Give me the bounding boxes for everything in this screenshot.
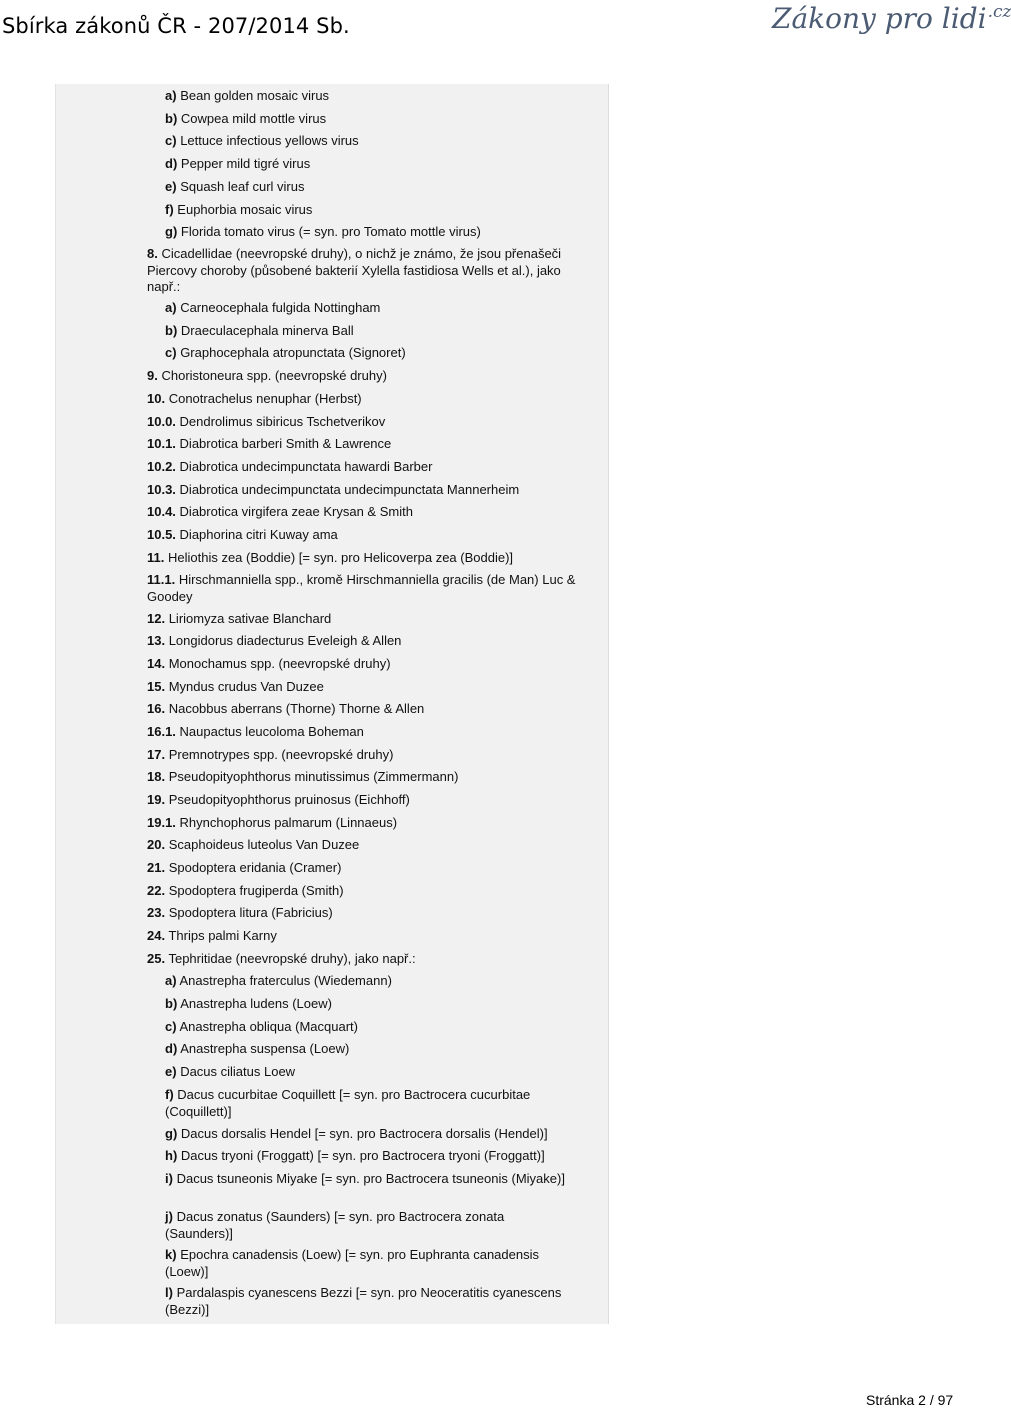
item-text: Dacus dorsalis Hendel [= syn. pro Bactrocera dorsalis (Hendel)]: [180, 1126, 548, 1141]
item-number: d): [165, 156, 178, 171]
item-text: Graphocephala atropunctata (Signoret): [180, 345, 406, 360]
list-item: [147, 414, 385, 431]
item-number: 8.: [147, 246, 158, 261]
page-header-title: Sbírka zákonů ČR - 207/2014 Sb.: [2, 14, 350, 38]
list-item: [165, 973, 392, 990]
item-number: 21.: [147, 860, 166, 875]
item-text: Pepper mild tigré virus: [180, 156, 311, 171]
list-item: [165, 1209, 565, 1242]
list-item: [165, 1126, 548, 1143]
item-number: 10.1.: [147, 436, 176, 451]
item-number: a): [165, 88, 177, 103]
item-text: Premnotrypes spp. (neevropské druhy): [168, 747, 394, 762]
item-number: b): [165, 111, 178, 126]
item-number: 18.: [147, 769, 166, 784]
page-number: Stránka 2 / 97: [866, 1392, 954, 1408]
list-item: [147, 504, 413, 521]
list-item: [165, 1247, 565, 1280]
item-number: c): [165, 345, 177, 360]
item-text: Carneocephala fulgida Nottingham: [180, 300, 381, 315]
item-number: 19.1.: [147, 815, 176, 830]
item-text: Cicadellidae (neevropské druhy), o nichž je známo, že jsou přenašeči Piercovy choroby (působené bakterií Xylella fastidiosa Wells et al.), jako např.:: [147, 246, 562, 294]
list-item: [165, 111, 326, 128]
item-number: h): [165, 1148, 178, 1163]
list-item: [165, 1148, 545, 1165]
item-text: Anastrepha fraterculus (Wiedemann): [179, 973, 392, 988]
item-text: Draeculacephala minerva Ball: [180, 323, 354, 338]
list-item: [147, 837, 359, 854]
list-item: [165, 156, 310, 173]
item-number: f): [165, 1087, 174, 1102]
item-text: Spodoptera frugiperda (Smith): [168, 883, 344, 898]
item-number: c): [165, 1019, 177, 1034]
item-number: 13.: [147, 633, 166, 648]
item-text: Dacus tsuneonis Miyake [= syn. pro Bactrocera tsuneonis (Miyake)]: [176, 1171, 565, 1186]
list-item: [147, 633, 401, 650]
list-item: [147, 792, 410, 809]
list-item: [147, 679, 324, 696]
item-number: g): [165, 1126, 178, 1141]
list-item: [165, 1064, 295, 1081]
item-text: Diabrotica undecimpunctata undecimpunctata Mannerheim: [179, 482, 520, 497]
item-number: 10.5.: [147, 527, 176, 542]
list-item: [147, 459, 432, 476]
list-item: [147, 860, 341, 877]
item-text: Spodoptera litura (Fabricius): [168, 905, 333, 920]
list-item: [147, 550, 513, 567]
item-text: Bean golden mosaic virus: [180, 88, 330, 103]
item-number: e): [165, 1064, 177, 1079]
item-text: Florida tomato virus (= syn. pro Tomato mottle virus): [180, 224, 481, 239]
list-item: [147, 482, 519, 499]
item-number: 10.0.: [147, 414, 176, 429]
list-item: [165, 1041, 349, 1058]
list-item: [165, 996, 332, 1013]
item-text: Anastrepha ludens (Loew): [180, 996, 332, 1011]
item-number: g): [165, 224, 178, 239]
item-number: k): [165, 1247, 177, 1262]
item-number: 12.: [147, 611, 166, 626]
list-item: [147, 436, 391, 453]
list-item: [165, 133, 359, 150]
list-item: [147, 391, 362, 408]
item-text: Dacus ciliatus Loew: [180, 1064, 296, 1079]
logo-text: Zákony pro lidi: [772, 2, 987, 35]
item-number: 9.: [147, 368, 158, 383]
item-text: Scaphoideus luteolus Van Duzee: [168, 837, 360, 852]
item-number: 11.1.: [147, 572, 176, 587]
item-text: Thrips palmi Karny: [168, 928, 277, 943]
item-number: 16.1.: [147, 724, 176, 739]
list-item: [147, 368, 387, 385]
item-text: Monochamus spp. (neevropské druhy): [168, 656, 391, 671]
item-text: Diabrotica barberi Smith & Lawrence: [179, 436, 392, 451]
item-number: 25.: [147, 951, 166, 966]
list-item: [165, 1087, 565, 1120]
item-number: e): [165, 179, 177, 194]
item-text: Dacus cucurbitae Coquillett [= syn. pro Bactrocera cucurbitae (Coquillett)]: [165, 1087, 531, 1119]
list-item: [147, 246, 587, 296]
item-text: Dacus tryoni (Froggatt) [= syn. pro Bactrocera tryoni (Froggatt)]: [180, 1148, 545, 1163]
item-text: Euphorbia mosaic virus: [177, 202, 313, 217]
list-item: [147, 815, 397, 832]
list-item: [165, 1171, 565, 1188]
item-text: Squash leaf curl virus: [180, 179, 305, 194]
list-item: [147, 747, 393, 764]
item-text: Diabrotica virgifera zeae Krysan & Smith: [179, 504, 413, 519]
item-number: 23.: [147, 905, 166, 920]
item-number: a): [165, 973, 177, 988]
item-number: 10.: [147, 391, 166, 406]
list-item: [147, 905, 333, 922]
item-text: Choristoneura spp. (neevropské druhy): [161, 368, 387, 383]
item-number: 10.2.: [147, 459, 176, 474]
item-text: Myndus crudus Van Duzee: [168, 679, 324, 694]
item-text: Pseudopityophthorus minutissimus (Zimmermann): [168, 769, 459, 784]
item-number: 24.: [147, 928, 166, 943]
item-number: d): [165, 1041, 178, 1056]
item-number: l): [165, 1285, 173, 1300]
item-text: Longidorus diadecturus Eveleigh & Allen: [168, 633, 402, 648]
item-text: Naupactus leucoloma Boheman: [179, 724, 364, 739]
item-text: Heliothis zea (Boddie) [= syn. pro Helicoverpa zea (Boddie)]: [167, 550, 514, 565]
list-item: [165, 179, 304, 196]
item-text: Hirschmanniella spp., kromě Hirschmanniella gracilis (de Man) Luc & Goodey: [147, 572, 576, 604]
list-item: [147, 572, 587, 605]
item-number: j): [165, 1209, 173, 1224]
item-text: Tephritidae (neevropské druhy), jako např.:: [168, 951, 416, 966]
item-text: Anastrepha obliqua (Macquart): [179, 1019, 358, 1034]
item-number: 16.: [147, 701, 166, 716]
list-item: [147, 928, 277, 945]
item-number: 11.: [147, 550, 165, 565]
item-text: Rhynchophorus palmarum (Linnaeus): [179, 815, 398, 830]
item-text: Diaphorina citri Kuway ama: [179, 527, 338, 542]
list-item: [165, 1285, 565, 1318]
item-text: Pseudopityophthorus pruinosus (Eichhoff): [168, 792, 410, 807]
list-item: [165, 300, 380, 317]
list-item: [165, 345, 406, 362]
list-item: [165, 224, 481, 241]
list-item: [147, 656, 391, 673]
list-item: [165, 88, 329, 105]
list-item: [147, 527, 338, 544]
item-number: b): [165, 996, 178, 1011]
list-item: [147, 883, 344, 900]
item-text: Liriomyza sativae Blanchard: [168, 611, 332, 626]
item-number: c): [165, 133, 177, 148]
item-number: 10.3.: [147, 482, 176, 497]
item-number: 22.: [147, 883, 166, 898]
item-text: Epochra canadensis (Loew) [= syn. pro Euphranta canadensis (Loew)]: [165, 1247, 539, 1279]
item-text: Spodoptera eridania (Cramer): [168, 860, 342, 875]
list-item: [147, 724, 364, 741]
list-item: [165, 323, 354, 340]
list-item: [165, 1019, 358, 1036]
item-number: f): [165, 202, 174, 217]
item-text: Diabrotica undecimpunctata hawardi Barber: [179, 459, 433, 474]
item-text: Cowpea mild mottle virus: [180, 111, 327, 126]
site-logo[interactable]: [772, 2, 1011, 35]
list-item: [165, 202, 312, 219]
item-number: i): [165, 1171, 173, 1186]
item-text: Dacus zonatus (Saunders) [= syn. pro Bactrocera zonata (Saunders)]: [165, 1209, 505, 1241]
logo-suffix: .cz: [987, 2, 1011, 22]
list-item: [147, 701, 424, 718]
item-text: Anastrepha suspensa (Loew): [180, 1041, 350, 1056]
list-item: [147, 951, 416, 968]
list-item: [147, 611, 331, 628]
item-number: 19.: [147, 792, 166, 807]
item-number: 10.4.: [147, 504, 176, 519]
item-number: 15.: [147, 679, 166, 694]
item-number: b): [165, 323, 178, 338]
item-number: 17.: [147, 747, 166, 762]
item-number: a): [165, 300, 177, 315]
item-text: Conotrachelus nenuphar (Herbst): [168, 391, 362, 406]
item-text: Nacobbus aberrans (Thorne) Thorne & Allen: [168, 701, 425, 716]
item-text: Dendrolimus sibiricus Tschetverikov: [179, 414, 386, 429]
list-item: [147, 769, 458, 786]
item-text: Pardalaspis cyanescens Bezzi [= syn. pro Neoceratitis cyanescens (Bezzi)]: [165, 1285, 562, 1317]
item-text: Lettuce infectious yellows virus: [180, 133, 359, 148]
item-number: 20.: [147, 837, 166, 852]
item-number: 14.: [147, 656, 166, 671]
